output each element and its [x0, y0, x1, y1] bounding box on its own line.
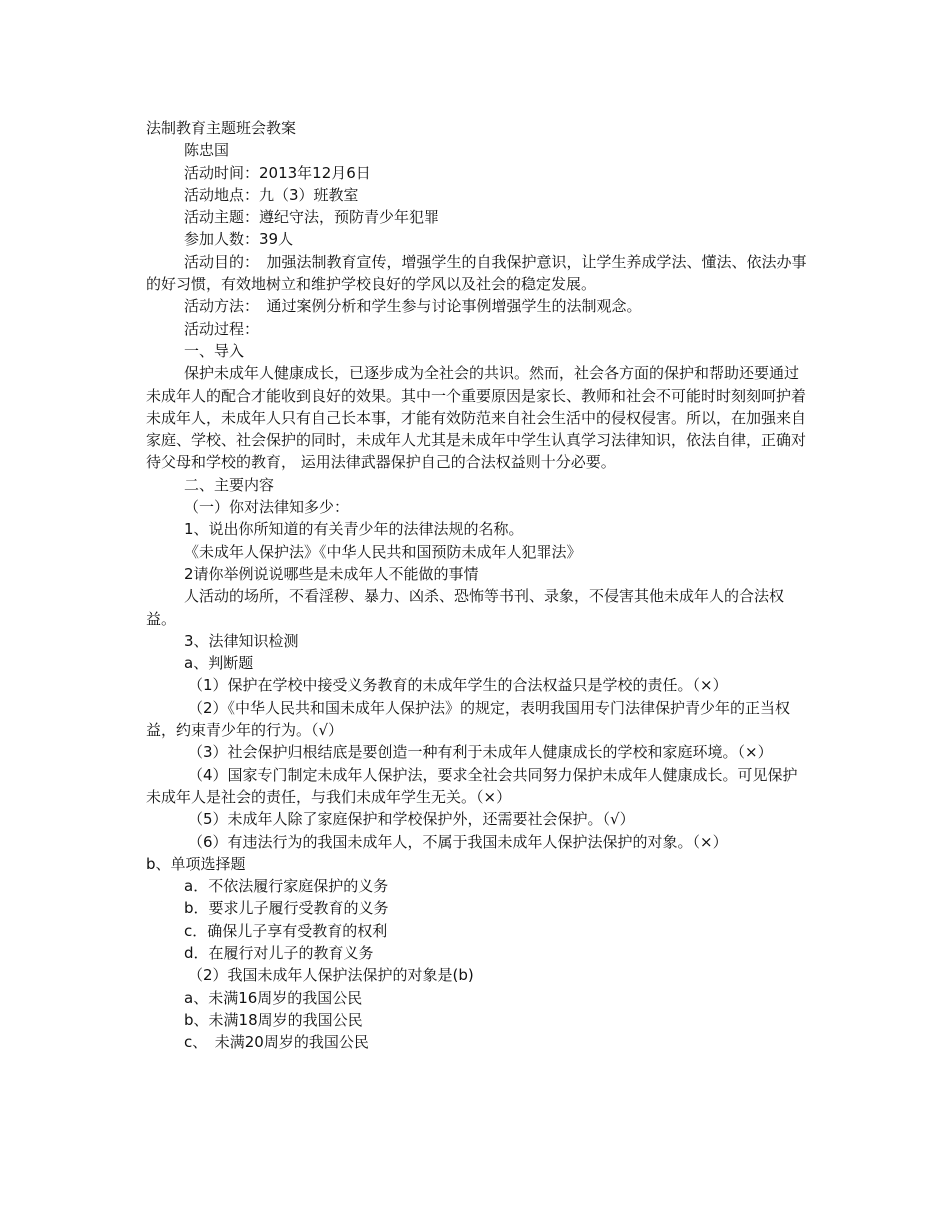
judge-item-6: （6）有违法行为的我国未成年人，不属于我国未成年人保护法保护的对象。（×）: [188, 832, 728, 851]
choice-section-title: b、单项选择题: [146, 854, 246, 873]
activity-time: 活动时间：2013年12月6日: [184, 163, 371, 182]
subsection-title: （一）你对法律知多少：: [184, 498, 350, 517]
document-title: 法制教育主题班会教案: [146, 119, 297, 137]
document-page: [146, 117, 811, 1053]
question-3: 3、法律知识检测: [184, 631, 299, 650]
activity-place: 活动地点：九（3）班教室: [184, 185, 359, 204]
question-1: 1、说出你所知道的有关青少年的法律法规的名称。: [184, 520, 524, 539]
choice-option-d: d．在履行对儿子的教育义务: [184, 943, 374, 962]
choice-option-c: c．确保儿子享有受教育的权利: [184, 921, 388, 940]
choice-option-a: a．不依法履行家庭保护的义务: [184, 877, 389, 896]
section-main-title: 二、主要内容: [184, 475, 275, 494]
judge-item-1: （1）保护在学校中接受义务教育的未成年学生的合法权益只是学校的责任。（×）: [188, 676, 728, 695]
judge-item-5: （5）未成年人除了家庭保护和学校保护外，还需要社会保护。（√）: [188, 810, 635, 829]
activity-process: 活动过程：: [184, 319, 260, 338]
judge-item-4: （4）国家专门制定未成年人保护法，要求全社会共同努力保护未成年人健康成长。可见保护未成年人是社会的责任，与我们未成年学生无关。（×）: [146, 765, 798, 806]
activity-participants: 参加人数：39人: [184, 230, 294, 249]
answer-2: 人活动的场所，不看淫秽、暴力、凶杀、恐怖等书刊、录象，不侵害其他未成年人的合法权益。: [146, 587, 785, 628]
choice-2-option-a: a、未满16周岁的我国公民: [184, 988, 363, 1007]
choice-question-2: （2）我国未成年人保护法保护的对象是(b): [188, 966, 474, 985]
choice-option-b: b．要求儿子履行受教育的义务: [184, 899, 389, 918]
section-intro-body: 保护未成年人健康成长，已逐步成为全社会的共识。然而，社会各方面的保护和帮助还要通过未成年人的配合才能收到良好的效果。其中一个重要原因是家长、教师和社会不可能时时刻刻呵护着未成年人，未成年人只有自己长本事，才能有效防范来自社会生活中的侵权侵害。所以，在加强来自家庭、学校、社会保护的同时，未成年人尤其是未成年中学生认真学习法律知识，依法自律，正确对待父母和学校的教育， 运用法律武器保护自己的合法权益则十分必要。: [146, 364, 807, 472]
judge-item-2: （2）《中华人民共和国未成年人保护法》的规定，表明我国用专门法律保护青少年的正当权益，约束青少年的行为。（√）: [146, 698, 791, 740]
question-2: 2请你举例说说哪些是未成年人不能做的事情: [184, 564, 479, 583]
activity-theme: 活动主题：遵纪守法，预防青少年犯罪: [184, 208, 440, 227]
judge-section-title: a、判断题: [184, 654, 254, 673]
author-line: 陈忠国: [184, 141, 230, 160]
section-intro-title: 一、导入: [184, 341, 245, 360]
activity-purpose: 活动目的： 加强法制教育宣传，增强学生的自我保护意识，让学生养成学法、懂法、依法办事的好习惯，有效地树立和维护学校良好的学风以及社会的稳定发展。: [146, 252, 807, 294]
activity-method: 活动方法： 通过案例分析和学生参与讨论事例增强学生的法制观念。: [184, 297, 642, 316]
choice-2-option-c: c、 未满20周岁的我国公民: [184, 1033, 369, 1052]
judge-item-3: （3）社会保护归根结底是要创造一种有利于未成年人健康成长的学校和家庭环境。（×）: [188, 743, 773, 762]
answer-1: 《未成年人保护法》《中华人民共和国预防未成年人犯罪法》: [184, 542, 582, 561]
choice-2-option-b: b、未满18周岁的我国公民: [184, 1010, 363, 1029]
